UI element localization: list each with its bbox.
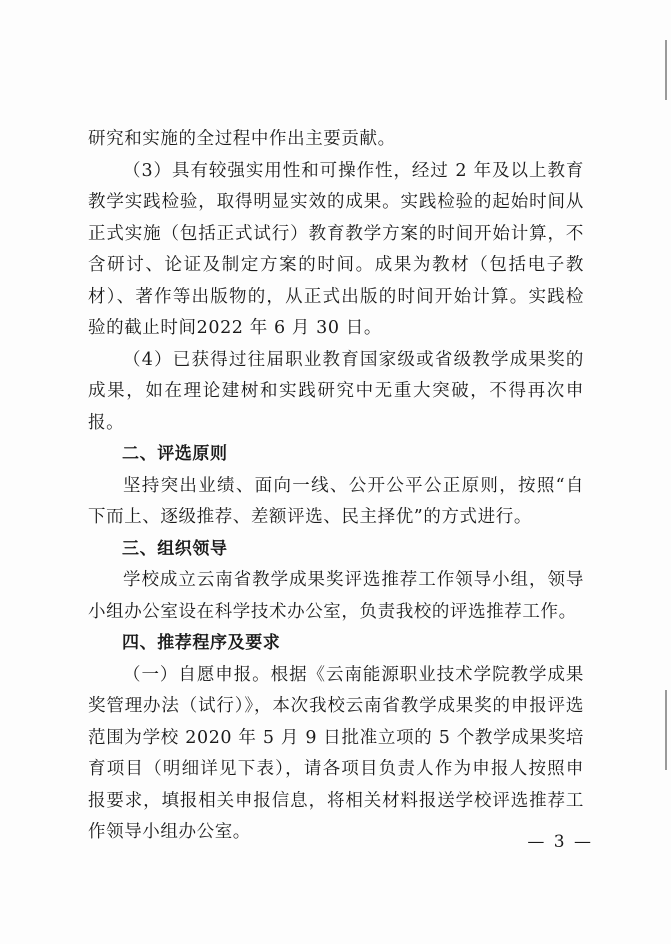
paragraph-continuation: 研究和实施的全过程中作出主要贡献。 (88, 129, 396, 149)
paragraph-principles: 坚持突出业绩、面向一线、公开公平公正原则，按照“自下而上、逐级推荐、差额评选、民主择优”的方式进行。 (88, 475, 584, 527)
page-number: — 3 — (527, 832, 593, 852)
section-heading-principles: 二、评选原则 (122, 444, 228, 464)
paragraph-procedure-1: （一）自愿申报。根据《云南能源职业技术学院教学成果奖管理办法（试行）》，本次我校云南省教学成果奖的申报评选范围为学校 2020 年 5 月 9 日批准立项的 5 个教学成果奖培育项目（明细详见下表），请各项目负责人作为申报人按照申报要求，填报相关申报信息，将相关材料报送学校评选推荐工作领导小组办公室。 (88, 664, 584, 842)
section-heading-procedure: 四、推荐程序及要求 (122, 633, 281, 653)
scan-edge-mark (665, 690, 667, 770)
paragraph-organization: 学校成立云南省教学成果奖评选推荐工作领导小组，领导小组办公室设在科学技术办公室，负责我校的评选推荐工作。 (88, 570, 584, 622)
scan-edge-mark (665, 40, 667, 100)
section-heading-organization: 三、组织领导 (122, 538, 228, 559)
paragraph-item-4: （4）已获得过往届职业教育国家级或省级教学成果奖的成果，如在理论建树和实践研究中无重大突破，不得再次申报。 (88, 349, 584, 433)
document-body (88, 124, 584, 849)
paragraph-item-3: （3）具有较强实用性和可操作性，经过 2 年及以上教育教学实践检验，取得明显实效的成果。实践检验的起始时间从正式实施（包括正式试行）教育教学方案的时间开始计算，不含研讨、论证及制定方案的时间。成果为教材（包括电子教材）、著作等出版物的，从正式出版的时间开始计算。实践检验的截止时间2022 年 6 月 30 日。 (88, 160, 584, 338)
